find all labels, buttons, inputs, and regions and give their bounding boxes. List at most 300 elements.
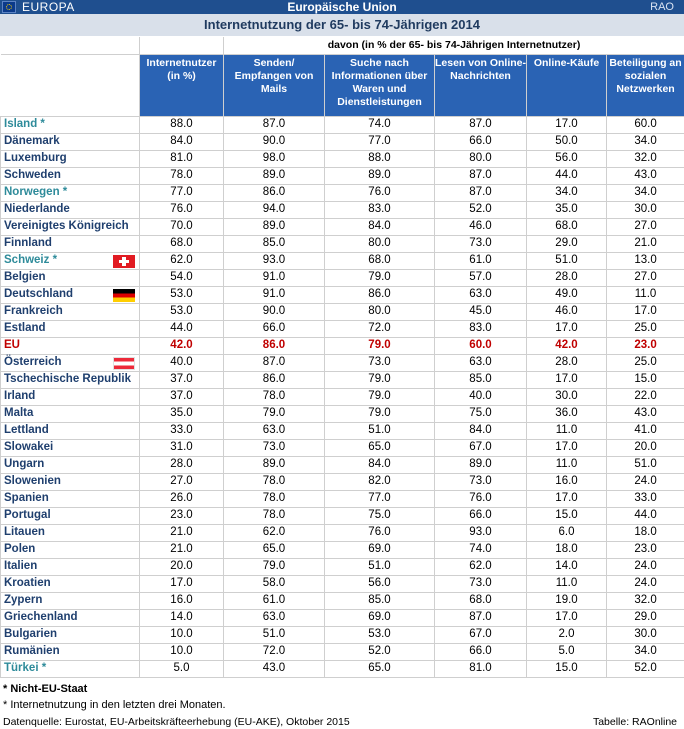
country-cell [1,422,140,439]
value-cell: 66.0 [435,643,527,660]
table-row [1,456,684,473]
country-cell [1,354,140,371]
value-cell: 33.0 [140,422,224,439]
value-cell: 15.0 [527,507,607,524]
country-name: Luxemburg [4,152,67,164]
value-cell: 21.0 [140,541,224,558]
country-name: Schweiz * [4,254,58,266]
country-name: Frankreich [4,305,63,317]
value-cell: 11.0 [527,575,607,592]
table-row [1,116,684,133]
column-header-online-kaeufe: Online-Käufe [527,54,607,116]
country-name: Kroatien [4,577,51,589]
value-cell: 80.0 [325,235,435,252]
value-cell: 43.0 [224,660,325,677]
value-cell: 54.0 [140,269,224,286]
value-cell: 98.0 [224,150,325,167]
country-cell [1,660,140,677]
value-cell: 87.0 [224,354,325,371]
value-cell: 29.0 [527,235,607,252]
value-cell: 60.0 [435,337,527,354]
value-cell: 22.0 [607,388,684,405]
value-cell: 69.0 [325,609,435,626]
value-cell: 86.0 [325,286,435,303]
country-cell [1,303,140,320]
value-cell: 94.0 [224,201,325,218]
value-cell: 63.0 [224,609,325,626]
table-row [1,337,684,354]
country-cell [1,592,140,609]
table-row [1,303,684,320]
table-row [1,286,684,303]
value-cell: 27.0 [607,218,684,235]
value-cell: 56.0 [527,150,607,167]
value-cell: 41.0 [607,422,684,439]
table-row [1,439,684,456]
value-cell: 79.0 [224,558,325,575]
value-cell: 35.0 [140,405,224,422]
country-name: Litauen [4,526,45,538]
table-row [1,371,684,388]
value-cell: 68.0 [140,235,224,252]
value-cell: 91.0 [224,269,325,286]
value-cell: 25.0 [607,320,684,337]
value-cell: 79.0 [325,337,435,354]
value-cell: 79.0 [325,405,435,422]
value-cell: 65.0 [325,439,435,456]
value-cell: 86.0 [224,337,325,354]
country-cell [1,133,140,150]
value-cell: 87.0 [435,116,527,133]
value-cell: 79.0 [224,405,325,422]
value-cell: 30.0 [607,201,684,218]
country-cell [1,626,140,643]
value-cell: 5.0 [527,643,607,660]
value-cell: 14.0 [527,558,607,575]
value-cell: 44.0 [140,320,224,337]
table-row [1,643,684,660]
value-cell: 46.0 [435,218,527,235]
value-cell: 73.0 [325,354,435,371]
country-name: Norwegen * [4,186,68,198]
value-cell: 77.0 [140,184,224,201]
table-row [1,269,684,286]
value-cell: 83.0 [325,201,435,218]
table-row [1,235,684,252]
value-cell: 17.0 [607,303,684,320]
table-row [1,320,684,337]
value-cell: 77.0 [325,490,435,507]
country-name: Türkei * [4,662,47,674]
value-cell: 34.0 [607,133,684,150]
column-header-suche: Suche nach Informationen über Waren und Dienstleistungen [325,54,435,116]
value-cell: 51.0 [325,422,435,439]
value-cell: 86.0 [224,371,325,388]
value-cell: 25.0 [607,354,684,371]
value-cell: 17.0 [527,320,607,337]
value-cell: 45.0 [435,303,527,320]
value-cell: 2.0 [527,626,607,643]
value-cell: 51.0 [527,252,607,269]
value-cell: 43.0 [607,405,684,422]
value-cell: 63.0 [224,422,325,439]
value-cell: 62.0 [435,558,527,575]
country-cell [1,643,140,660]
value-cell: 5.0 [140,660,224,677]
country-name: Belgien [4,271,46,283]
country-name: Tschechische Republik [4,373,131,385]
value-cell: 17.0 [527,490,607,507]
country-cell [1,218,140,235]
value-cell: 49.0 [527,286,607,303]
value-cell: 15.0 [607,371,684,388]
value-cell: 87.0 [435,609,527,626]
value-cell: 16.0 [527,473,607,490]
value-cell: 34.0 [607,184,684,201]
country-cell [1,184,140,201]
value-cell: 85.0 [435,371,527,388]
column-header-nachrichten: Lesen von Online-Nachrichten [435,54,527,116]
value-cell: 78.0 [224,388,325,405]
value-cell: 73.0 [224,439,325,456]
value-cell: 75.0 [435,405,527,422]
table-row [1,150,684,167]
value-cell: 76.0 [325,524,435,541]
value-cell: 81.0 [140,150,224,167]
country-name: Spanien [4,492,49,504]
country-name: Griechenland [4,611,78,623]
column-header-soziale-netzwerke: Beteiligung an sozialen Netzwerken [607,54,684,116]
value-cell: 93.0 [435,524,527,541]
country-cell [1,201,140,218]
table-row [1,405,684,422]
value-cell: 65.0 [224,541,325,558]
value-cell: 89.0 [435,456,527,473]
country-name: Niederlande [4,203,70,215]
value-cell: 10.0 [140,626,224,643]
top-bar [0,0,684,14]
country-cell [1,609,140,626]
country-cell [1,507,140,524]
country-name: EU [4,339,20,351]
value-cell: 72.0 [325,320,435,337]
blank-header-cell [140,37,224,54]
value-cell: 30.0 [607,626,684,643]
value-cell: 17.0 [140,575,224,592]
country-cell [1,116,140,133]
value-cell: 29.0 [607,609,684,626]
country-cell [1,456,140,473]
value-cell: 20.0 [140,558,224,575]
country-cell [1,371,140,388]
country-name: Estland [4,322,46,334]
value-cell: 79.0 [325,388,435,405]
value-cell: 57.0 [435,269,527,286]
value-cell: 70.0 [140,218,224,235]
country-name: Italien [4,560,38,572]
table-row [1,558,684,575]
value-cell: 76.0 [435,490,527,507]
value-cell: 18.0 [607,524,684,541]
country-cell [1,405,140,422]
value-cell: 53.0 [325,626,435,643]
swiss-flag-icon [113,255,135,268]
table-row [1,626,684,643]
country-cell [1,167,140,184]
value-cell: 68.0 [325,252,435,269]
value-cell: 66.0 [435,507,527,524]
value-cell: 62.0 [224,524,325,541]
country-cell [1,473,140,490]
value-cell: 33.0 [607,490,684,507]
value-cell: 11.0 [527,422,607,439]
table-body [1,116,684,677]
value-cell: 43.0 [607,167,684,184]
value-cell: 23.0 [607,541,684,558]
country-name: Lettland [4,424,49,436]
value-cell: 89.0 [224,218,325,235]
value-cell: 37.0 [140,388,224,405]
value-cell: 34.0 [527,184,607,201]
value-cell: 24.0 [607,558,684,575]
value-cell: 6.0 [527,524,607,541]
value-cell: 44.0 [527,167,607,184]
value-cell: 89.0 [224,456,325,473]
value-cell: 93.0 [224,252,325,269]
value-cell: 13.0 [607,252,684,269]
country-name: Finnland [4,237,52,249]
brand-label: RAO [650,1,674,13]
country-name: Ungarn [4,458,45,470]
value-cell: 77.0 [325,133,435,150]
table-row [1,541,684,558]
country-cell [1,269,140,286]
value-cell: 46.0 [527,303,607,320]
header-row-columns [1,54,684,116]
data-source: Datenquelle: Eurostat, EU-Arbeitskräfteerhebung (EU-AKE), Oktober 2015 [3,716,350,728]
value-cell: 89.0 [224,167,325,184]
value-cell: 84.0 [325,456,435,473]
country-name: Slowenien [4,475,61,487]
value-cell: 86.0 [224,184,325,201]
table-row [1,490,684,507]
value-cell: 51.0 [607,456,684,473]
country-name: Slowakei [4,441,54,453]
value-cell: 17.0 [527,439,607,456]
value-cell: 61.0 [435,252,527,269]
value-cell: 85.0 [224,235,325,252]
value-cell: 78.0 [224,490,325,507]
column-header-internetnutzer: Internetnutzer (in %) [140,54,224,116]
table-row [1,252,684,269]
value-cell: 66.0 [435,133,527,150]
value-cell: 23.0 [607,337,684,354]
value-cell: 90.0 [224,133,325,150]
value-cell: 35.0 [527,201,607,218]
country-name: Österreich [4,356,62,368]
value-cell: 91.0 [224,286,325,303]
value-cell: 23.0 [140,507,224,524]
value-cell: 72.0 [224,643,325,660]
value-cell: 30.0 [527,388,607,405]
value-cell: 17.0 [527,116,607,133]
page-title: Internetnutzung der 65- bis 74-Jährigen 2014 [0,14,684,36]
value-cell: 65.0 [325,660,435,677]
country-name: Island * [4,118,45,130]
country-name: Polen [4,543,36,555]
value-cell: 84.0 [140,133,224,150]
data-table [0,37,684,678]
value-cell: 73.0 [435,473,527,490]
value-cell: 56.0 [325,575,435,592]
country-cell [1,558,140,575]
value-cell: 53.0 [140,303,224,320]
value-cell: 31.0 [140,439,224,456]
country-cell [1,439,140,456]
value-cell: 61.0 [224,592,325,609]
value-cell: 78.0 [140,167,224,184]
value-cell: 50.0 [527,133,607,150]
austrian-flag-icon [113,357,135,370]
table-row [1,422,684,439]
value-cell: 80.0 [325,303,435,320]
value-cell: 79.0 [325,371,435,388]
blank-header-cell [1,54,140,116]
value-cell: 69.0 [325,541,435,558]
country-cell [1,150,140,167]
value-cell: 76.0 [325,184,435,201]
value-cell: 83.0 [435,320,527,337]
value-cell: 27.0 [607,269,684,286]
value-cell: 58.0 [224,575,325,592]
header-row-davon [1,37,684,54]
country-name: Rumänien [4,645,60,657]
value-cell: 51.0 [224,626,325,643]
value-cell: 28.0 [140,456,224,473]
value-cell: 80.0 [435,150,527,167]
country-cell [1,490,140,507]
table-row [1,201,684,218]
country-name: Vereinigtes Königreich [4,220,129,232]
value-cell: 51.0 [325,558,435,575]
union-label: Europäische Union [287,0,397,14]
country-name: Zypern [4,594,43,606]
country-cell [1,286,140,303]
value-cell: 53.0 [140,286,224,303]
table-row [1,507,684,524]
country-name: Bulgarien [4,628,58,640]
table-row [1,133,684,150]
value-cell: 17.0 [527,609,607,626]
value-cell: 75.0 [325,507,435,524]
value-cell: 19.0 [527,592,607,609]
value-cell: 18.0 [527,541,607,558]
value-cell: 85.0 [325,592,435,609]
value-cell: 21.0 [140,524,224,541]
country-cell [1,575,140,592]
value-cell: 88.0 [140,116,224,133]
table-row [1,218,684,235]
value-cell: 21.0 [607,235,684,252]
value-cell: 14.0 [140,609,224,626]
value-cell: 42.0 [140,337,224,354]
value-cell: 82.0 [325,473,435,490]
value-cell: 26.0 [140,490,224,507]
table-row [1,184,684,201]
country-name: Malta [4,407,34,419]
country-cell [1,541,140,558]
value-cell: 68.0 [435,592,527,609]
value-cell: 44.0 [607,507,684,524]
country-name: Schweden [4,169,61,181]
value-cell: 74.0 [435,541,527,558]
value-cell: 84.0 [325,218,435,235]
table-row [1,609,684,626]
value-cell: 10.0 [140,643,224,660]
table-row [1,592,684,609]
table-row [1,354,684,371]
value-cell: 42.0 [527,337,607,354]
value-cell: 73.0 [435,575,527,592]
value-cell: 52.0 [325,643,435,660]
german-flag-icon [113,289,135,302]
region-label: EUROPA [22,0,75,14]
value-cell: 84.0 [435,422,527,439]
value-cell: 60.0 [607,116,684,133]
value-cell: 74.0 [325,116,435,133]
value-cell: 36.0 [527,405,607,422]
country-cell [1,252,140,269]
value-cell: 66.0 [224,320,325,337]
value-cell: 73.0 [435,235,527,252]
country-name: Portugal [4,509,51,521]
value-cell: 87.0 [435,167,527,184]
value-cell: 87.0 [224,116,325,133]
value-cell: 76.0 [140,201,224,218]
table-row [1,524,684,541]
value-cell: 11.0 [607,286,684,303]
value-cell: 67.0 [435,439,527,456]
value-cell: 78.0 [224,473,325,490]
country-name: Deutschland [4,288,74,300]
country-cell [1,524,140,541]
table-credit: Tabelle: RAOnline [592,716,677,728]
blank-header-cell [1,37,140,54]
value-cell: 68.0 [527,218,607,235]
value-cell: 89.0 [325,167,435,184]
value-cell: 67.0 [435,626,527,643]
value-cell: 17.0 [527,371,607,388]
country-cell [1,235,140,252]
value-cell: 28.0 [527,269,607,286]
footnote-internet-use: * Internetnutzung in den letzten drei Monaten. [3,699,226,711]
value-cell: 24.0 [607,473,684,490]
country-name: Irland [4,390,36,402]
value-cell: 63.0 [435,354,527,371]
value-cell: 87.0 [435,184,527,201]
table-row [1,660,684,677]
value-cell: 88.0 [325,150,435,167]
value-cell: 90.0 [224,303,325,320]
value-cell: 40.0 [140,354,224,371]
value-cell: 20.0 [607,439,684,456]
country-name: Dänemark [4,135,60,147]
value-cell: 40.0 [435,388,527,405]
value-cell: 24.0 [607,575,684,592]
column-header-mails: Senden/ Empfangen von Mails [224,54,325,116]
country-cell [1,337,140,354]
value-cell: 52.0 [607,660,684,677]
